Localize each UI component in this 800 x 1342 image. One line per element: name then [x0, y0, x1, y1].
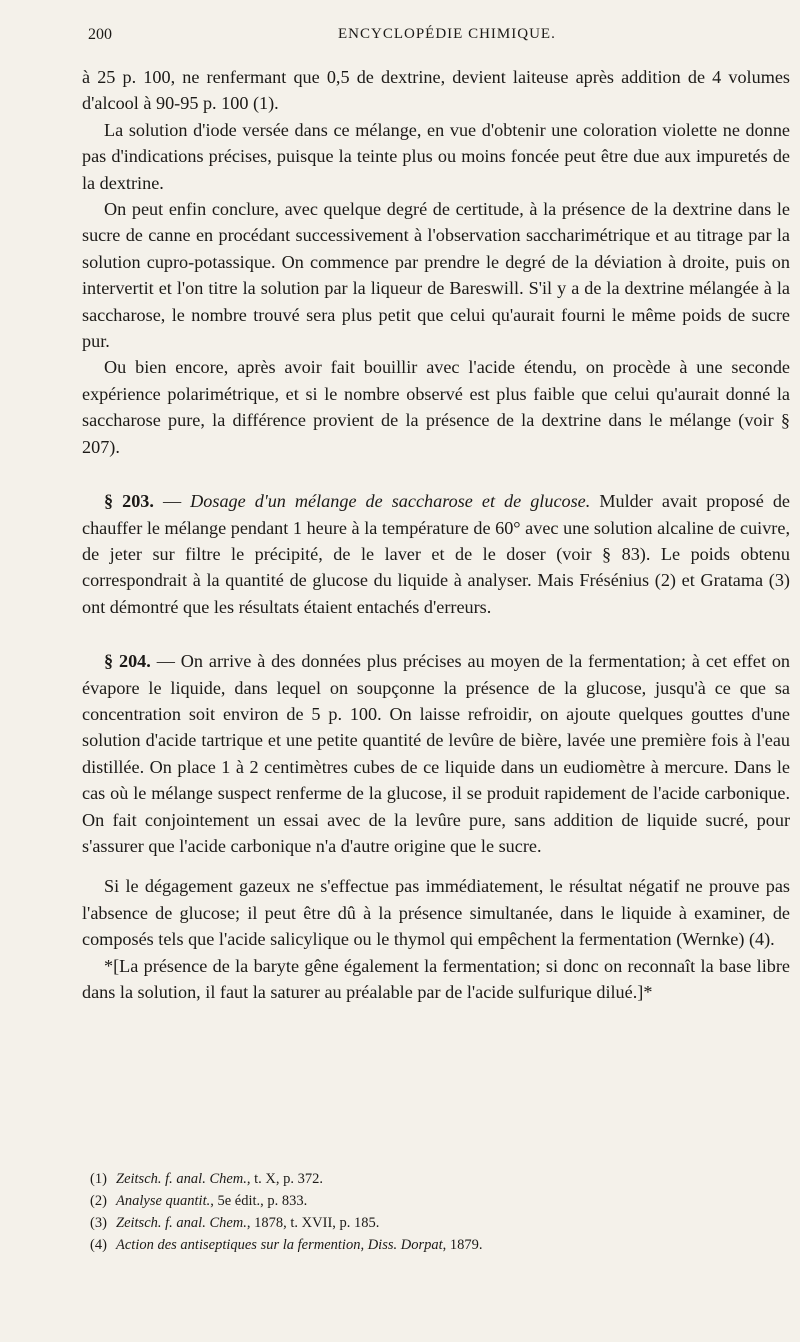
footnote-rest: , 5e édit., p. 833. — [210, 1193, 308, 1209]
section-number: § 204. — [104, 651, 151, 672]
section-number: § 203. — [104, 491, 154, 512]
paragraph: On peut enfin conclure, avec quelque degré de certitude, à la présence de la dextrine dans le sucre de canne en procédant successivement à l'observation saccharimétrique et au titrage par la solution cupro-potassique. On commence par prendre le degré de la déviation à droite, puis on intervertit et l'on titre la solution par la liqueur de Bareswill. S'il y a de la dextrine mélangée à la saccharose, le nombre trouvé sera plus petit que celui qu'aurait fourni le même poids de sucre pur. — [82, 199, 790, 352]
section-dash: — — [153, 491, 191, 512]
footnote-number: (3) — [90, 1215, 107, 1231]
running-title: ENCYCLOPÉDIE CHIMIQUE. — [338, 26, 556, 42]
section-title: Dosage d'un mélange de saccharose et de glucose. — [190, 491, 591, 512]
footnote-rest: , 1879. — [442, 1237, 483, 1253]
page-header — [88, 26, 760, 50]
footnote-number: (2) — [90, 1193, 107, 1209]
footnote — [90, 1234, 750, 1256]
footnotes — [90, 1168, 750, 1256]
page-number: 200 — [88, 26, 112, 43]
footnote-title: Action des antiseptiques sur la fermention, Diss. Dorpat — [116, 1237, 443, 1253]
footnote-rest: , 1878, t. XVII, p. 185. — [246, 1215, 380, 1231]
paragraph: *[La présence de la baryte gêne également la fermentation; si donc on reconnaît la base libre dans la solution, il faut la saturer au préalable par de l'acide sulfurique dilué.]* — [82, 955, 790, 1002]
footnote — [90, 1168, 750, 1190]
section-204 — [82, 648, 790, 859]
page-body — [82, 64, 790, 1005]
footnote-title: Zeitsch. f. anal. Chem. — [116, 1215, 247, 1231]
footnote-title: Analyse quantit. — [116, 1193, 211, 1209]
section-text: Mulder avait proposé de chauffer le mélange pendant 1 heure à la température de 60° avec une solution alcaline de cuivre, de jeter sur filtre le précipité, de le laver et de le doser (voir § 83). Le poids obtenu correspondrait à la quantité de glucose du liquide à analyser. Mais Frésénius (2) et Gratama (3) ont démontré que les résultats étaient entachés d'erreurs. — [82, 491, 790, 617]
footnote-number: (4) — [90, 1237, 107, 1253]
footnote-rest: , t. X, p. 372. — [246, 1171, 324, 1187]
paragraph: La solution d'iode versée dans ce mélange, en vue d'obtenir une coloration violette ne donne pas d'indications précises, puisque la teinte plus ou moins foncée peut être due aux impuretés de la dextrine. — [82, 119, 790, 193]
paragraph: à 25 p. 100, ne renfermant que 0,5 de dextrine, devient laiteuse après addition de 4 volumes d'alcool à 90-95 p. 100 (1). — [82, 67, 790, 114]
footnote-number: (1) — [90, 1171, 107, 1187]
paragraph: Si le dégagement gazeux ne s'effectue pas immédiatement, le résultat négatif ne prouve pas l'absence de glucose; il peut être dû à la présence simultanée, dans le liquide à examiner, de composés tels que l'acide salicylique ou le thymol qui empêchent la fermentation (Wernke) (4). — [82, 876, 790, 950]
footnote — [90, 1190, 750, 1212]
section-203 — [82, 488, 790, 620]
footnote — [90, 1212, 750, 1234]
paragraph: Ou bien encore, après avoir fait bouillir avec l'acide étendu, on procède à une seconde expérience polarimétrique, et si le nombre observé est plus faible que celui qu'aurait donné la saccharose pure, la différence provient de la présence de la dextrine dans le mélange (voir § 207). — [82, 357, 790, 457]
section-text: — On arrive à des données plus précises au moyen de la fermentation; à cet effet on évapore le liquide, dans lequel on soupçonne la présence de la glucose, jusqu'à ce que sa concentration soit environ de 5 p. 100. On laisse refroidir, on ajoute quelques gouttes d'une solution d'acide tartrique et une petite quantité de levûre de bière, lavée une première fois à l'eau distillée. On place 1 à 2 centimètres cubes de ce liquide dans un eudiomètre à mercure. Dans le cas où le mélange suspect renferme de la glucose, il se produit rapidement de l'acide carbonique. On fait conjointement un essai avec de la levûre pure, sans addition de liquide sucré, pour s'assurer que l'acide carbonique n'a d'autre origine que le sucre. — [82, 651, 791, 856]
footnote-title: Zeitsch. f. anal. Chem. — [116, 1171, 247, 1187]
